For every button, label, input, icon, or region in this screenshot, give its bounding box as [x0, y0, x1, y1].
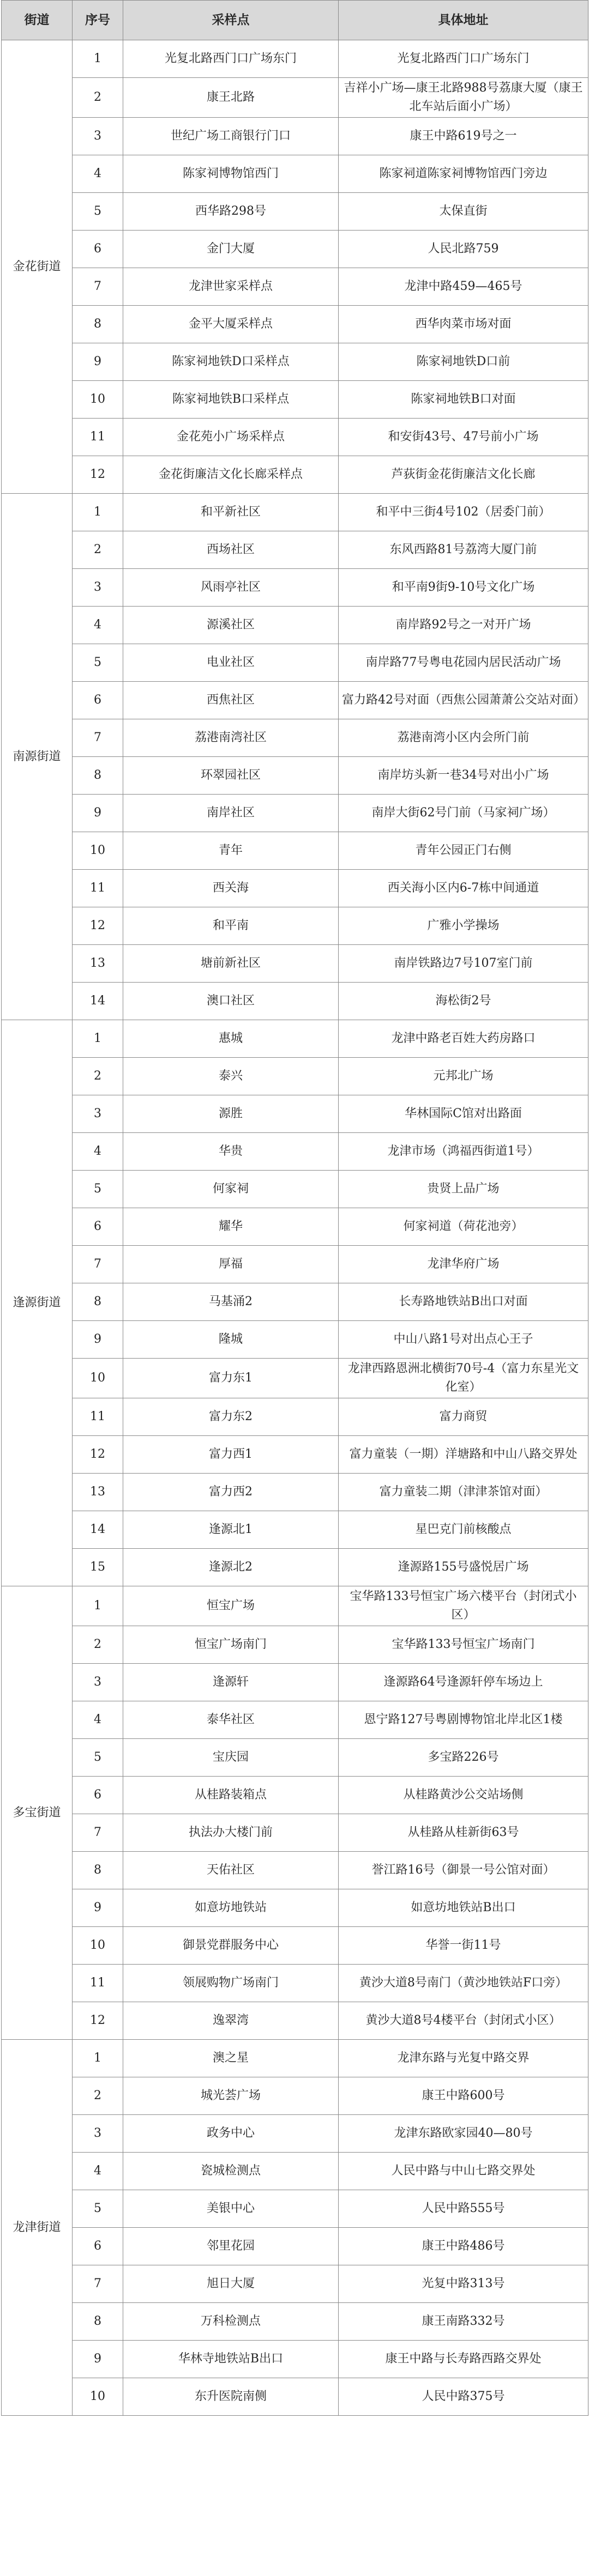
site-cell: 隆城: [123, 1321, 339, 1359]
address-cell: 陈家祠道陈家祠博物馆西门旁边: [339, 155, 588, 193]
address-cell: 陈家祠地铁D口前: [339, 343, 588, 381]
seq-cell: 4: [73, 607, 123, 644]
table-row: [2, 2040, 588, 2077]
table-row: [2, 1095, 588, 1133]
seq-cell: 1: [73, 40, 123, 78]
table-row: [2, 1133, 588, 1171]
site-cell: 逢源北2: [123, 1549, 339, 1586]
table-row: [2, 2378, 588, 2416]
table-row: [2, 1664, 588, 1701]
table-row: [2, 1852, 588, 1889]
address-cell: 和平中三街4号102（居委门前）: [339, 494, 588, 531]
table-row: [2, 231, 588, 268]
table-row: [2, 1739, 588, 1777]
seq-cell: 2: [73, 1058, 123, 1095]
address-cell: 芦荻街金花街廉洁文化长廊: [339, 456, 588, 494]
address-cell: 恩宁路127号粤剧博物馆北岸北区1楼: [339, 1701, 588, 1739]
table-row: [2, 1171, 588, 1208]
table-row: [2, 494, 588, 531]
seq-cell: 7: [73, 1246, 123, 1283]
table-row: [2, 40, 588, 78]
seq-cell: 6: [73, 1208, 123, 1246]
address-cell: 富力童装（一期）洋塘路和中山八路交界处: [339, 1436, 588, 1474]
address-cell: 陈家祠地铁B口对面: [339, 381, 588, 419]
address-cell: 富力童装二期（津津茶馆对面）: [339, 1474, 588, 1511]
table-row: [2, 2228, 588, 2265]
site-cell: 金平大厦采样点: [123, 306, 339, 343]
address-cell: 逢源路64号逢源轩停车场边上: [339, 1664, 588, 1701]
address-cell: 多宝路226号: [339, 1739, 588, 1777]
site-cell: 塘前新社区: [123, 945, 339, 983]
table-row: [2, 2153, 588, 2190]
seq-cell: 8: [73, 1852, 123, 1889]
site-cell: 富力东2: [123, 1398, 339, 1436]
site-cell: 邻里花园: [123, 2228, 339, 2265]
table-row: [2, 1436, 588, 1474]
seq-cell: 5: [73, 2190, 123, 2228]
seq-cell: 1: [73, 1586, 123, 1626]
site-cell: 金花苑小广场采样点: [123, 419, 339, 456]
address-cell: 黄沙大道8号南门（黄沙地铁站F口旁）: [339, 1965, 588, 2002]
address-cell: 贵贤上品广场: [339, 1171, 588, 1208]
seq-cell: 3: [73, 118, 123, 155]
site-cell: 逢源轩: [123, 1664, 339, 1701]
seq-cell: 9: [73, 795, 123, 832]
site-cell: 何家祠: [123, 1171, 339, 1208]
seq-cell: 3: [73, 2115, 123, 2153]
table-row: [2, 531, 588, 569]
seq-cell: 9: [73, 1321, 123, 1359]
seq-cell: 12: [73, 456, 123, 494]
site-cell: 如意坊地铁站: [123, 1889, 339, 1927]
table-row: [2, 78, 588, 118]
seq-cell: 12: [73, 907, 123, 945]
site-cell: 西关海: [123, 870, 339, 907]
seq-cell: 6: [73, 231, 123, 268]
address-cell: 龙津西路恩洲北横街70号-4（富力东星光文化室）: [339, 1359, 588, 1398]
site-cell: 旭日大厦: [123, 2265, 339, 2303]
site-cell: 和平南: [123, 907, 339, 945]
table-row: [2, 1283, 588, 1321]
address-cell: 光复北路西门口广场东门: [339, 40, 588, 78]
site-cell: 光复北路西门口广场东门: [123, 40, 339, 78]
header-street: 街道: [2, 1, 73, 40]
site-cell: 南岸社区: [123, 795, 339, 832]
site-cell: 瓷城检测点: [123, 2153, 339, 2190]
site-cell: 天佑社区: [123, 1852, 339, 1889]
seq-cell: 12: [73, 1436, 123, 1474]
table-row: [2, 1398, 588, 1436]
table-row: [2, 2077, 588, 2115]
seq-cell: 13: [73, 1474, 123, 1511]
seq-cell: 12: [73, 2002, 123, 2040]
seq-cell: 6: [73, 682, 123, 719]
address-cell: 誉江路16号（御景一号公馆对面）: [339, 1852, 588, 1889]
seq-cell: 2: [73, 2077, 123, 2115]
table-row: [2, 757, 588, 795]
address-cell: 从桂路从桂新街63号: [339, 1814, 588, 1852]
sampling-sites-table: [1, 0, 588, 2416]
table-row: [2, 1586, 588, 1626]
street-cell: 金花街道: [2, 40, 73, 494]
site-cell: 源溪社区: [123, 607, 339, 644]
address-cell: 吉祥小广场—康王北路988号荔康大厦（康王北车站后面小广场）: [339, 78, 588, 118]
site-cell: 陈家祠地铁D口采样点: [123, 343, 339, 381]
table-row: [2, 983, 588, 1020]
address-cell: 南岸路77号粤电花园内居民活动广场: [339, 644, 588, 682]
address-cell: 南岸路92号之一对开广场: [339, 607, 588, 644]
address-cell: 青年公园正门右侧: [339, 832, 588, 870]
address-cell: 东风西路81号荔湾大厦门前: [339, 531, 588, 569]
table-row: [2, 1511, 588, 1549]
site-cell: 御景党群服务中心: [123, 1927, 339, 1965]
address-cell: 宝华路133号恒宝广场南门: [339, 1626, 588, 1664]
table-row: [2, 1020, 588, 1058]
table-row: [2, 381, 588, 419]
site-cell: 风雨亭社区: [123, 569, 339, 607]
seq-cell: 10: [73, 832, 123, 870]
table-row: [2, 832, 588, 870]
seq-cell: 11: [73, 419, 123, 456]
site-cell: 耀华: [123, 1208, 339, 1246]
seq-cell: 2: [73, 531, 123, 569]
table-row: [2, 1927, 588, 1965]
table-row: [2, 193, 588, 231]
table-row: [2, 907, 588, 945]
seq-cell: 1: [73, 2040, 123, 2077]
table-row: [2, 795, 588, 832]
table-row: [2, 1058, 588, 1095]
site-cell: 富力西1: [123, 1436, 339, 1474]
address-cell: 从桂路黄沙公交站场侧: [339, 1777, 588, 1814]
table-row: [2, 2115, 588, 2153]
table-row: [2, 1701, 588, 1739]
site-cell: 恒宝广场: [123, 1586, 339, 1626]
table-row: [2, 306, 588, 343]
table-row: [2, 1208, 588, 1246]
table-row: [2, 155, 588, 193]
address-cell: 龙津东路与光复中路交界: [339, 2040, 588, 2077]
site-cell: 环翠园社区: [123, 757, 339, 795]
address-cell: 如意坊地铁站B出口: [339, 1889, 588, 1927]
seq-cell: 11: [73, 1965, 123, 2002]
site-cell: 马基涌2: [123, 1283, 339, 1321]
table-row: [2, 1965, 588, 2002]
seq-cell: 9: [73, 1889, 123, 1927]
street-cell: 南源街道: [2, 494, 73, 1020]
site-cell: 澳之星: [123, 2040, 339, 2077]
table-row: [2, 1474, 588, 1511]
address-cell: 康王中路与长寿路西路交界处: [339, 2341, 588, 2378]
site-cell: 逢源北1: [123, 1511, 339, 1549]
seq-cell: 8: [73, 306, 123, 343]
seq-cell: 5: [73, 193, 123, 231]
address-cell: 南岸坊头新一巷34号对出小广场: [339, 757, 588, 795]
address-cell: 龙津市场（鸿福西街道1号）: [339, 1133, 588, 1171]
site-cell: 厚福: [123, 1246, 339, 1283]
seq-cell: 6: [73, 1777, 123, 1814]
address-cell: 宝华路133号恒宝广场六楼平台（封闭式小区）: [339, 1586, 588, 1626]
seq-cell: 5: [73, 1171, 123, 1208]
table-row: [2, 644, 588, 682]
address-cell: 南岸大街62号门前（马家祠广场）: [339, 795, 588, 832]
header-seq: 序号: [73, 1, 123, 40]
seq-cell: 2: [73, 1626, 123, 1664]
address-cell: 西关海小区内6-7栋中间通道: [339, 870, 588, 907]
table-row: [2, 1549, 588, 1586]
table-row: [2, 1777, 588, 1814]
seq-cell: 5: [73, 644, 123, 682]
address-cell: 康王中路600号: [339, 2077, 588, 2115]
table-row: [2, 2265, 588, 2303]
address-cell: 人民中路与中山七路交界处: [339, 2153, 588, 2190]
address-cell: 荔港南湾小区内会所门前: [339, 719, 588, 757]
seq-cell: 2: [73, 78, 123, 118]
header-site: 采样点: [123, 1, 339, 40]
seq-cell: 14: [73, 1511, 123, 1549]
seq-cell: 4: [73, 1133, 123, 1171]
address-cell: 人民中路375号: [339, 2378, 588, 2416]
site-cell: 东升医院南侧: [123, 2378, 339, 2416]
seq-cell: 4: [73, 155, 123, 193]
seq-cell: 7: [73, 268, 123, 306]
site-cell: 富力东1: [123, 1359, 339, 1398]
site-cell: 宝庆园: [123, 1739, 339, 1777]
site-cell: 政务中心: [123, 2115, 339, 2153]
address-cell: 龙津中路459—465号: [339, 268, 588, 306]
site-cell: 领展购物广场南门: [123, 1965, 339, 2002]
seq-cell: 13: [73, 945, 123, 983]
seq-cell: 5: [73, 1739, 123, 1777]
seq-cell: 11: [73, 1398, 123, 1436]
street-cell: 龙津街道: [2, 2040, 73, 2416]
seq-cell: 8: [73, 757, 123, 795]
site-cell: 金花街廉洁文化长廊采样点: [123, 456, 339, 494]
table-row: [2, 682, 588, 719]
table-row: [2, 1626, 588, 1664]
seq-cell: 9: [73, 343, 123, 381]
site-cell: 电业社区: [123, 644, 339, 682]
site-cell: 西场社区: [123, 531, 339, 569]
header-address: 具体地址: [339, 1, 588, 40]
table-row: [2, 268, 588, 306]
seq-cell: 7: [73, 1814, 123, 1852]
address-cell: 华誉一街11号: [339, 1927, 588, 1965]
address-cell: 康王中路486号: [339, 2228, 588, 2265]
site-cell: 万科检测点: [123, 2303, 339, 2341]
table-row: [2, 945, 588, 983]
seq-cell: 3: [73, 1095, 123, 1133]
seq-cell: 11: [73, 870, 123, 907]
site-cell: 惠城: [123, 1020, 339, 1058]
table-row: [2, 569, 588, 607]
seq-cell: 4: [73, 2153, 123, 2190]
address-cell: 中山八路1号对出点心王子: [339, 1321, 588, 1359]
address-cell: 西华肉菜市场对面: [339, 306, 588, 343]
seq-cell: 1: [73, 1020, 123, 1058]
address-cell: 龙津中路老百姓大药房路口: [339, 1020, 588, 1058]
seq-cell: 6: [73, 2228, 123, 2265]
site-cell: 逸翠湾: [123, 2002, 339, 2040]
table-row: [2, 1246, 588, 1283]
seq-cell: 15: [73, 1549, 123, 1586]
address-cell: 龙津东路欧家园40—80号: [339, 2115, 588, 2153]
site-cell: 执法办大楼门前: [123, 1814, 339, 1852]
address-cell: 人民中路555号: [339, 2190, 588, 2228]
seq-cell: 10: [73, 1359, 123, 1398]
site-cell: 西焦社区: [123, 682, 339, 719]
site-cell: 恒宝广场南门: [123, 1626, 339, 1664]
seq-cell: 3: [73, 1664, 123, 1701]
seq-cell: 14: [73, 983, 123, 1020]
seq-cell: 10: [73, 2378, 123, 2416]
address-cell: 和安街43号、47号前小广场: [339, 419, 588, 456]
seq-cell: 4: [73, 1701, 123, 1739]
table-row: [2, 1321, 588, 1359]
address-cell: 元邦北广场: [339, 1058, 588, 1095]
table-row: [2, 2341, 588, 2378]
address-cell: 龙津华府广场: [339, 1246, 588, 1283]
seq-cell: 7: [73, 2265, 123, 2303]
site-cell: 富力西2: [123, 1474, 339, 1511]
table-row: [2, 719, 588, 757]
address-cell: 长寿路地铁站B出口对面: [339, 1283, 588, 1321]
seq-cell: 7: [73, 719, 123, 757]
site-cell: 从桂路装箱点: [123, 1777, 339, 1814]
site-cell: 金门大厦: [123, 231, 339, 268]
table-row: [2, 870, 588, 907]
site-cell: 澳口社区: [123, 983, 339, 1020]
address-cell: 光复中路313号: [339, 2265, 588, 2303]
seq-cell: 8: [73, 1283, 123, 1321]
address-cell: 海松街2号: [339, 983, 588, 1020]
address-cell: 和平南9街9-10号文化广场: [339, 569, 588, 607]
site-cell: 陈家祠地铁B口采样点: [123, 381, 339, 419]
table-row: [2, 456, 588, 494]
seq-cell: 10: [73, 381, 123, 419]
address-cell: 富力商贸: [339, 1398, 588, 1436]
street-cell: 多宝街道: [2, 1586, 73, 2040]
site-cell: 和平新社区: [123, 494, 339, 531]
address-cell: 黄沙大道8号4楼平台（封闭式小区）: [339, 2002, 588, 2040]
seq-cell: 9: [73, 2341, 123, 2378]
address-cell: 康王南路332号: [339, 2303, 588, 2341]
seq-cell: 3: [73, 569, 123, 607]
site-cell: 源胜: [123, 1095, 339, 1133]
site-cell: 城光荟广场: [123, 2077, 339, 2115]
site-cell: 龙津世家采样点: [123, 268, 339, 306]
site-cell: 华贵: [123, 1133, 339, 1171]
table-row: [2, 2190, 588, 2228]
address-cell: 何家祠道（荷花池旁）: [339, 1208, 588, 1246]
site-cell: 华林寺地铁站B出口: [123, 2341, 339, 2378]
address-cell: 人民北路759: [339, 231, 588, 268]
table-row: [2, 1359, 588, 1398]
seq-cell: 1: [73, 494, 123, 531]
street-cell: 逢源街道: [2, 1020, 73, 1586]
site-cell: 陈家祠博物馆西门: [123, 155, 339, 193]
address-cell: 富力路42号对面（西焦公园萧萧公交站对面）: [339, 682, 588, 719]
address-cell: 逢源路155号盛悦居广场: [339, 1549, 588, 1586]
site-cell: 西华路298号: [123, 193, 339, 231]
site-cell: 青年: [123, 832, 339, 870]
address-cell: 星巴克门前核酸点: [339, 1511, 588, 1549]
site-cell: 荔港南湾社区: [123, 719, 339, 757]
address-cell: 太保直街: [339, 193, 588, 231]
seq-cell: 8: [73, 2303, 123, 2341]
table-row: [2, 607, 588, 644]
table-header-row: [2, 1, 588, 40]
site-cell: 世纪广场工商银行门口: [123, 118, 339, 155]
table-row: [2, 2002, 588, 2040]
site-cell: 泰华社区: [123, 1701, 339, 1739]
site-cell: 美银中心: [123, 2190, 339, 2228]
address-cell: 南岸铁路边7号107室门前: [339, 945, 588, 983]
table-row: [2, 1889, 588, 1927]
table-row: [2, 343, 588, 381]
table-row: [2, 118, 588, 155]
address-cell: 华林国际C馆对出路面: [339, 1095, 588, 1133]
site-cell: 泰兴: [123, 1058, 339, 1095]
address-cell: 广雅小学操场: [339, 907, 588, 945]
site-cell: 康王北路: [123, 78, 339, 118]
address-cell: 康王中路619号之一: [339, 118, 588, 155]
seq-cell: 10: [73, 1927, 123, 1965]
table-row: [2, 419, 588, 456]
table-row: [2, 2303, 588, 2341]
table-row: [2, 1814, 588, 1852]
